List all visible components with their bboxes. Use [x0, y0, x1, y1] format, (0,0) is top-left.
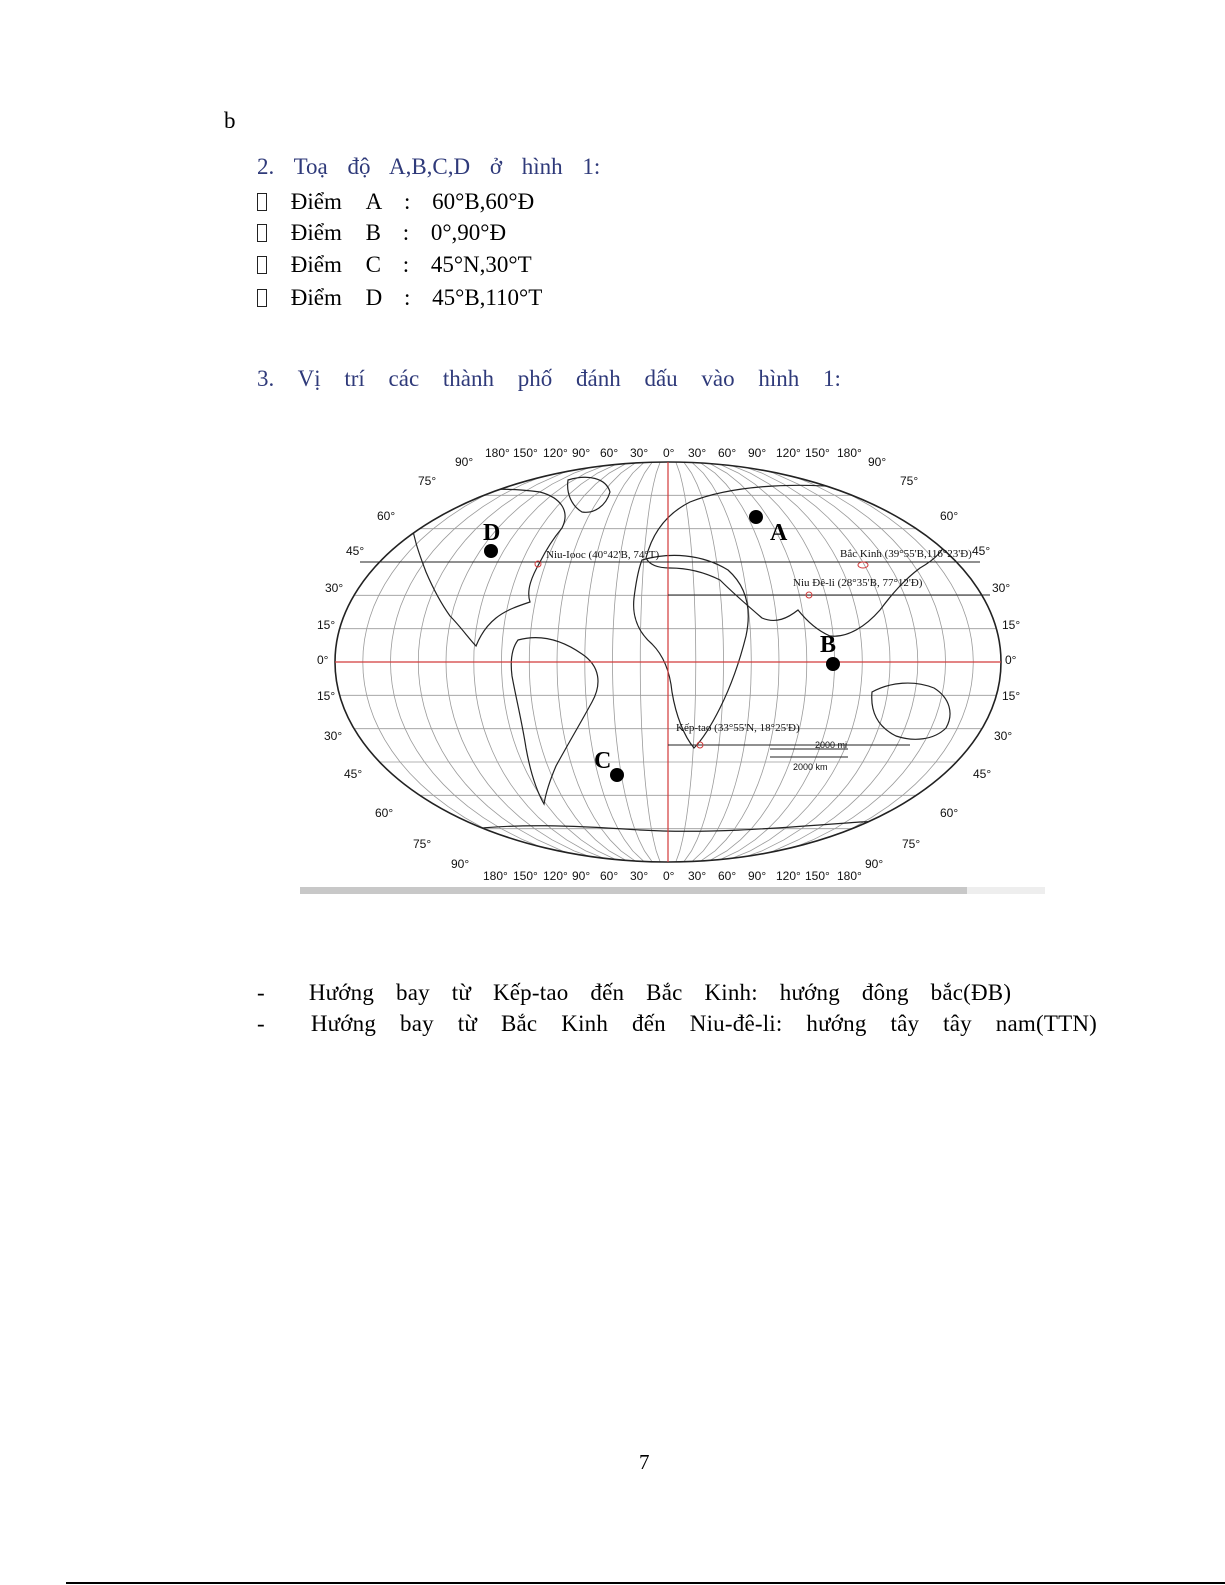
lon-label: 90° [572, 446, 591, 460]
beijing-label: Bắc Kinh (39°55'B,116°23'Đ) [840, 548, 972, 560]
lat-label: 90° [868, 455, 887, 469]
lat-label: 90° [451, 857, 470, 871]
point-name: C [365, 252, 381, 277]
africa-outline [634, 555, 749, 748]
lon-label: 30° [688, 869, 707, 883]
point-coord: 60°B,60°Đ [432, 189, 535, 214]
coordinate-item-c [257, 252, 532, 278]
lon-label: 150° [805, 446, 830, 460]
lon-label: 120° [543, 446, 568, 460]
lat-label: 15° [317, 689, 336, 703]
point-label: Điểm [290, 220, 342, 245]
point-label: Điểm [290, 285, 342, 310]
point-label: Điểm [290, 189, 342, 214]
point-b-label: B [820, 632, 837, 658]
lon-label: 120° [776, 869, 801, 883]
lead-letter: b [224, 108, 236, 133]
lon-label: 180° [837, 446, 862, 460]
scale-km-label: 2000 km [793, 762, 828, 772]
lat-label: 75° [902, 837, 921, 851]
lat-label: 75° [418, 474, 437, 488]
lon-label: 120° [776, 446, 801, 460]
point-d-dot [484, 544, 498, 558]
direction-dash: - [257, 1011, 265, 1036]
section-3-heading: 3. Vị trí các thành phố đánh dấu vào hình 1: [257, 366, 841, 391]
lat-label: 30° [992, 581, 1011, 595]
lon-label: 120° [543, 869, 568, 883]
lat-label: 75° [413, 837, 432, 851]
lat-label: 60° [940, 509, 959, 523]
lon-label: 180° [485, 446, 510, 460]
section-2-heading: 2. Toạ độ A,B,C,D ở hình 1: [257, 154, 601, 179]
point-coord: 45°N,30°T [430, 252, 532, 277]
lon-label: 60° [600, 446, 619, 460]
lon-label: 0° [663, 446, 675, 460]
point-name: A [365, 189, 383, 214]
lon-label: 150° [805, 869, 830, 883]
lat-label: 90° [455, 455, 474, 469]
lat-label: 45° [973, 767, 992, 781]
lat-label: 30° [325, 581, 344, 595]
direction-dash: - [257, 980, 265, 1005]
lat-label: 0° [317, 653, 329, 667]
coordinate-item-d [257, 285, 542, 311]
direction-item-2 [257, 1011, 1097, 1037]
bullet-icon [257, 193, 267, 211]
lon-label: 60° [718, 869, 737, 883]
eurasia-outline [646, 485, 950, 636]
point-a-dot [749, 510, 763, 524]
lat-label: 60° [377, 509, 396, 523]
lat-label: 15° [317, 618, 336, 632]
point-a-label: A [770, 520, 788, 546]
point-c-label: C [594, 748, 612, 774]
point-sep: : [402, 220, 410, 245]
lat-label: 30° [994, 729, 1013, 743]
bullet-icon [257, 256, 267, 274]
point-coord: 0°,90°Đ [430, 220, 507, 245]
lat-label: 75° [900, 474, 919, 488]
lon-label: 90° [748, 446, 767, 460]
lat-label: 15° [1002, 689, 1021, 703]
scale-mi-label: 2000 mi [815, 740, 848, 750]
bullet-icon [257, 224, 267, 242]
lat-label: 45° [972, 544, 991, 558]
world-map-figure [300, 440, 1045, 900]
direction-text: Hướng bay từ Kếp-tao đến Bắc Kinh: hướng đông bắc(ĐB) [308, 980, 1012, 1005]
point-coord: 45°B,110°T [432, 285, 543, 310]
lon-label: 60° [718, 446, 737, 460]
greenland-outline [568, 477, 610, 512]
lat-label: 45° [344, 767, 363, 781]
lon-label: 180° [483, 869, 508, 883]
lon-label: 30° [630, 446, 649, 460]
direction-item-1 [257, 980, 1011, 1006]
lon-label: 180° [837, 869, 862, 883]
cape-town-label: Kếp-tao (33°55'N, 18°25'Đ) [676, 722, 800, 734]
coordinate-item-b [257, 220, 506, 246]
lon-label: 30° [630, 869, 649, 883]
point-sep: : [403, 285, 411, 310]
lon-label: 150° [513, 869, 538, 883]
new-york-label: Niu-Iooc (40°42'B, 74°T) [546, 549, 660, 561]
bullet-icon [257, 289, 267, 307]
point-sep: : [402, 252, 410, 277]
world-map-svg [300, 440, 1045, 900]
north-america-outline [410, 489, 565, 646]
lat-label: 60° [375, 806, 394, 820]
lat-label: 90° [865, 857, 884, 871]
lon-label: 30° [688, 446, 707, 460]
page-bottom-rule [66, 1582, 1225, 1584]
lat-label: 30° [324, 729, 343, 743]
coordinate-item-a [257, 189, 534, 215]
lon-label: 150° [513, 446, 538, 460]
new-delhi-label: Niu Đê-li (28°35'B, 77°12'Đ) [793, 577, 923, 589]
left-latitude-labels [317, 455, 473, 871]
lon-label: 90° [748, 869, 767, 883]
point-name: B [365, 220, 381, 245]
point-label: Điểm [290, 252, 342, 277]
point-sep: : [403, 189, 411, 214]
lon-label: 0° [663, 869, 675, 883]
lon-label: 90° [572, 869, 591, 883]
map-scrollbar-thumb[interactable] [300, 887, 967, 894]
lat-label: 15° [1002, 618, 1021, 632]
point-d-label: D [483, 520, 501, 546]
lat-label: 45° [346, 544, 365, 558]
top-longitude-labels [485, 446, 862, 460]
point-b-dot [826, 657, 840, 671]
point-name: D [365, 285, 383, 310]
map-scrollbar[interactable] [300, 887, 1045, 894]
page-number: 7 [639, 1450, 650, 1474]
lat-label: 0° [1005, 653, 1017, 667]
direction-text: Hướng bay từ Bắc Kinh đến Niu-đê-li: hướng tây tây nam(TTN) [310, 1011, 1098, 1036]
lon-label: 60° [600, 869, 619, 883]
bottom-longitude-labels [483, 869, 862, 883]
point-c-dot [610, 768, 624, 782]
lat-label: 60° [940, 806, 959, 820]
